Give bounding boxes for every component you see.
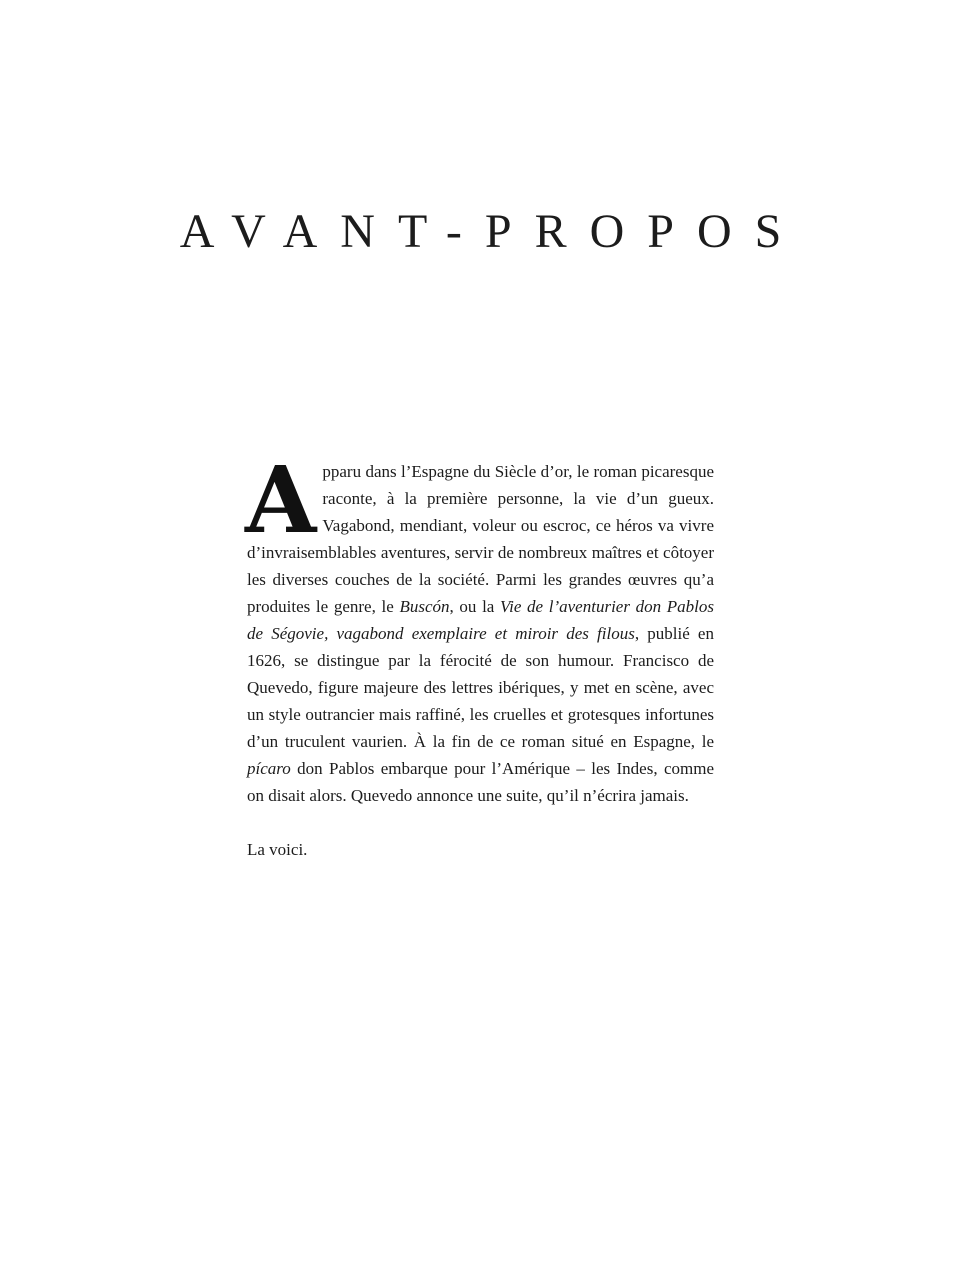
intro-tail: don Pablos embarque pour l’Amérique – les Indes, comme on disait alors. Quevedo annonce une suite, qu’il n’écrira jamais. — [247, 759, 714, 805]
closing-line: La voici. — [247, 840, 308, 859]
intro-mid-2: , publié en 1626, se distingue par la férocité de son humour. Francisco de Quevedo, figure majeure des lettres ibériques, y met en scène, avec un style outrancier mais raffiné, les cruelles et grotesques infortunes d’un truculent vaurien. À la fin de ce roman situé en Espagne, le — [247, 624, 714, 751]
intro-mid-1: , ou la — [449, 597, 500, 616]
page-title: AVANT-PROPOS — [179, 205, 805, 258]
book-title-short: Buscón — [399, 597, 450, 616]
intro-paragraph — [245, 446, 714, 809]
drop-cap: A — [245, 446, 317, 554]
foreword-body — [245, 446, 714, 863]
picaro-word: pícaro — [247, 759, 291, 778]
intro-lead: pparu dans l’Espagne du Siècle d’or, le roman picaresque raconte, à la première personne, la vie d’un gueux. Vagabond, mendiant, voleur ou escroc, ce héros va vivre d’invraisemblables aventures, servir de nombreux maîtres et côtoyer les diverses couches de la société. Parmi les grandes œuvres qu’a produites le genre, le — [247, 462, 714, 616]
book-title-long: Vie de l’aventurier don Pablos de Ségovie, vagabond exemplaire et miroir des filous — [247, 597, 714, 643]
